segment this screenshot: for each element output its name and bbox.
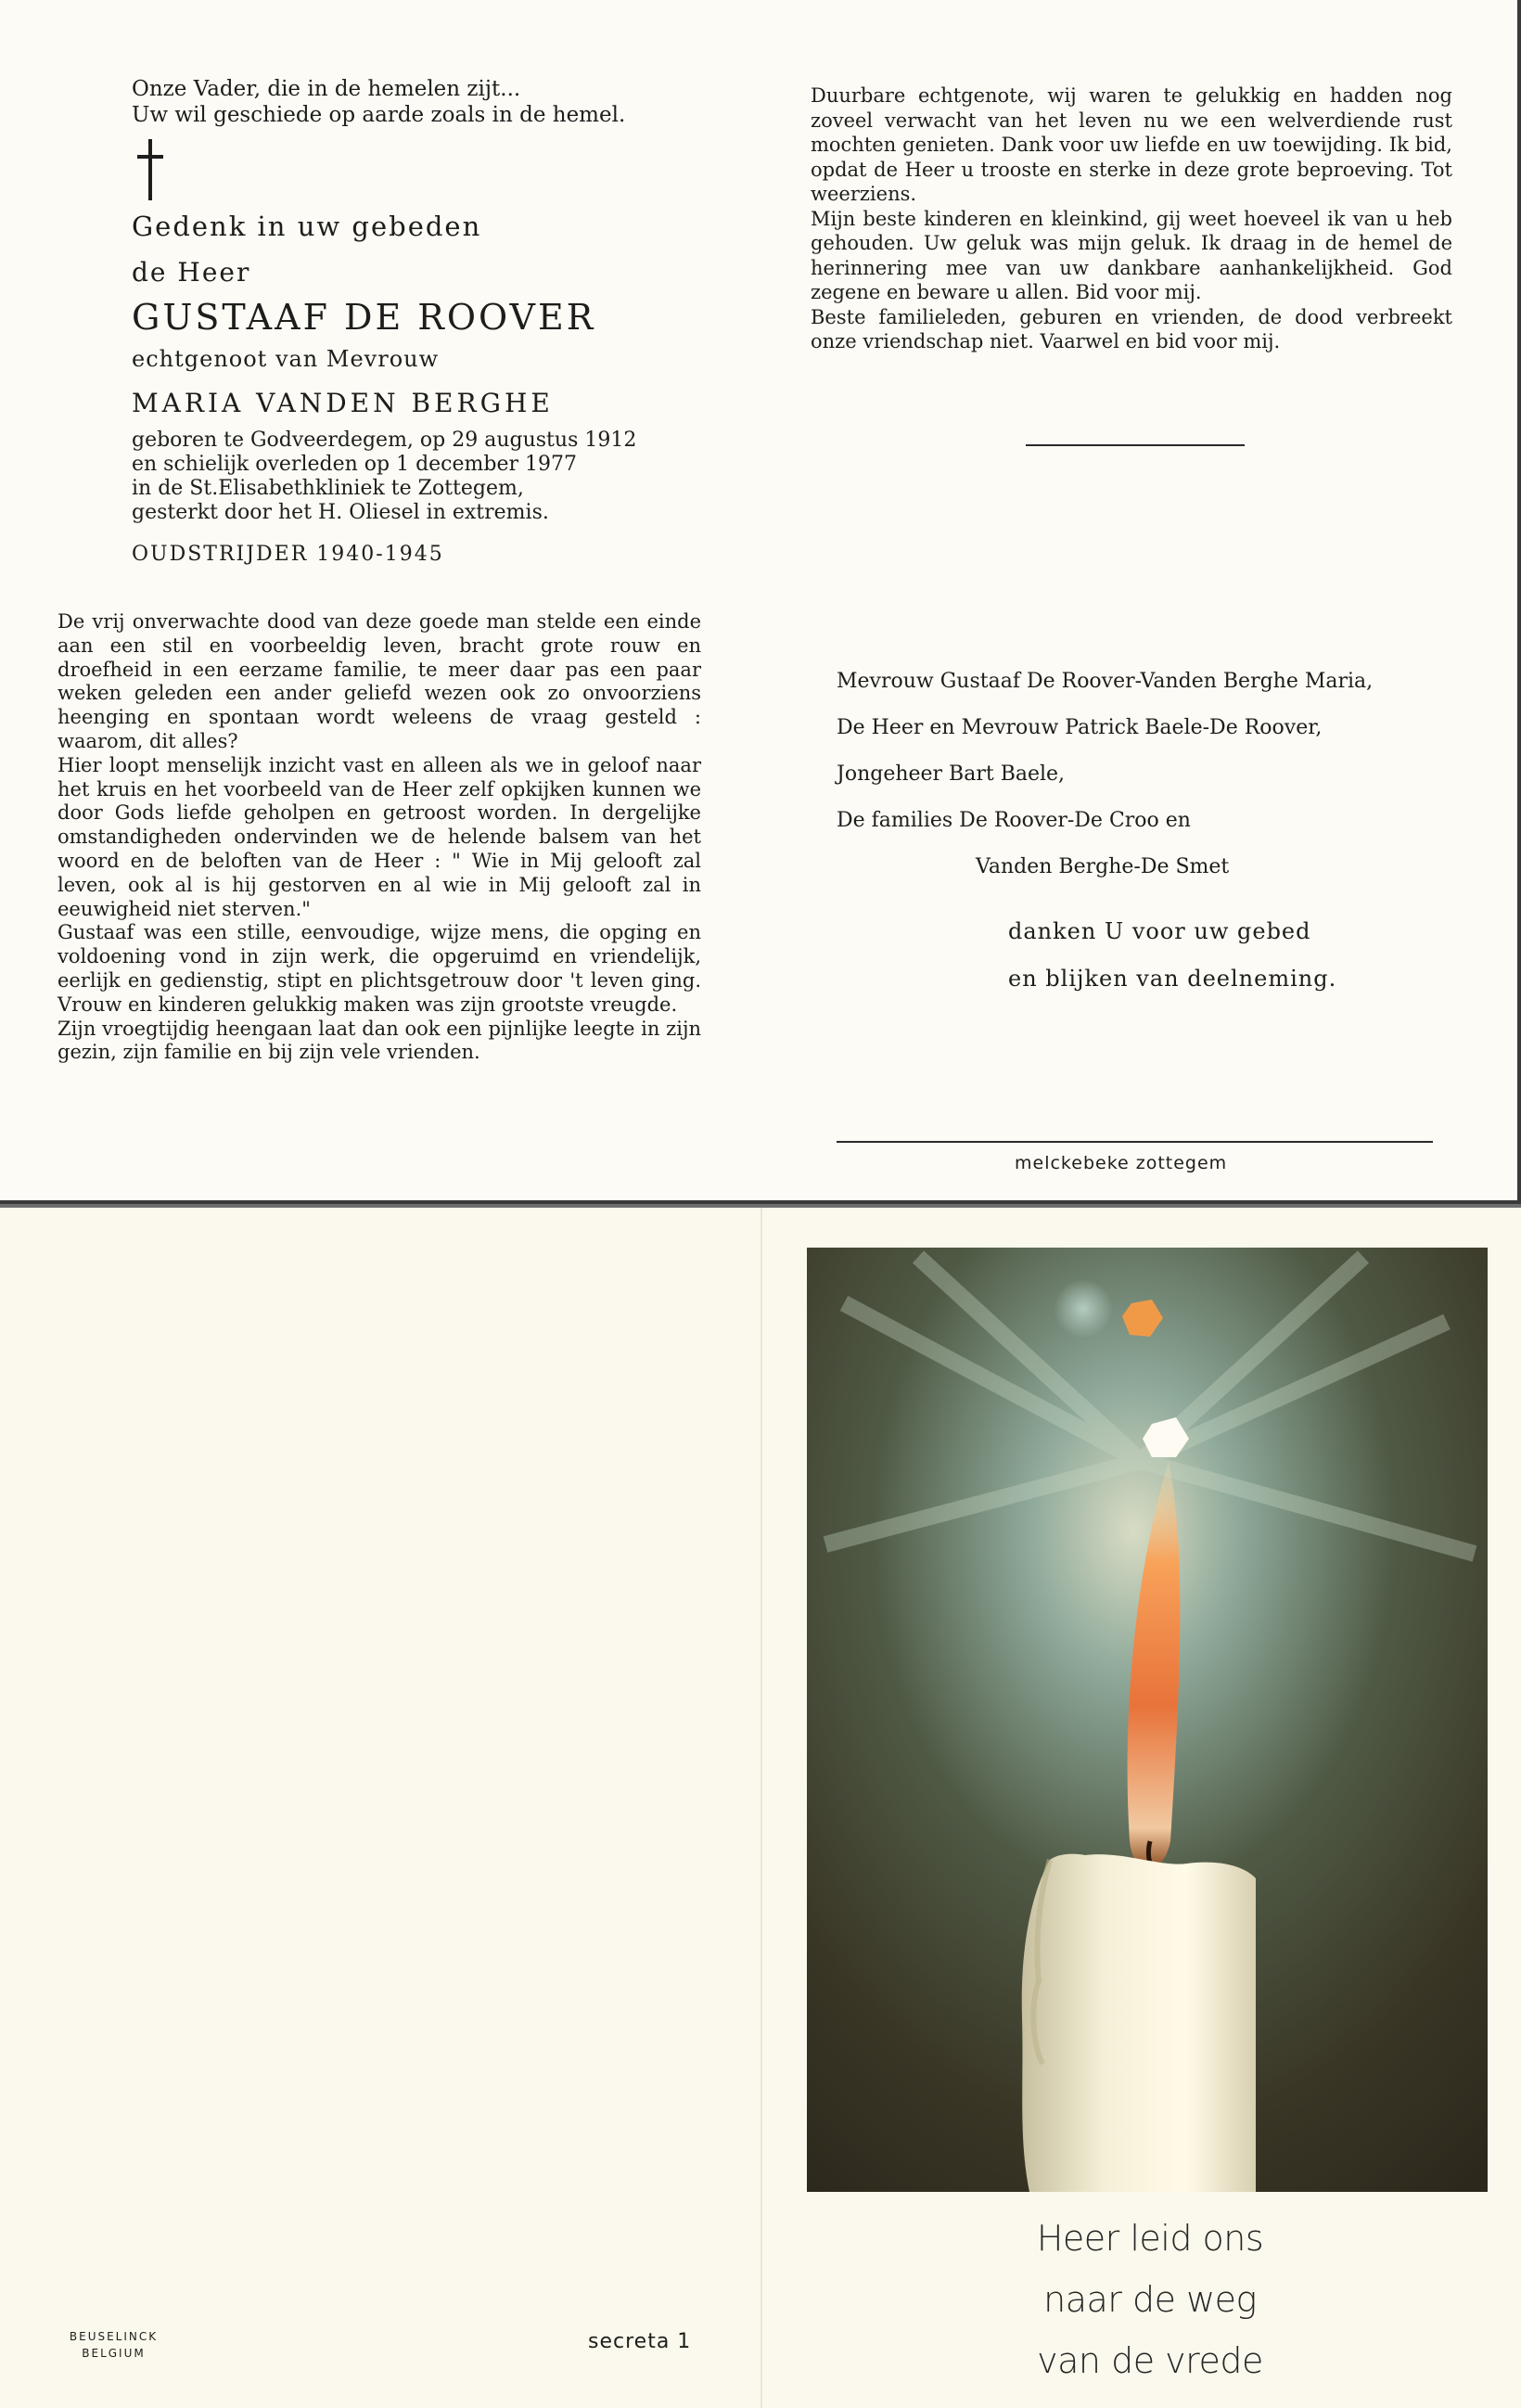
card-model-label: secreta 1	[588, 2330, 692, 2353]
deceased-name: GUSTAAF DE ROOVER	[132, 297, 596, 338]
spouse-name: MARIA VANDEN BERGHE	[132, 388, 554, 418]
fold-line	[760, 1208, 762, 2408]
eulogy-text	[58, 610, 701, 1065]
motto-line: naar de weg	[1043, 2279, 1257, 2320]
latin-cross-icon	[134, 139, 168, 200]
farewell-paragraph: Beste familieleden, geburen en vrienden, de dood verbreekt onze vriendschap niet. Vaarwel en bid voor mij.	[811, 305, 1452, 352]
thanks-message-line: en blijken van deelneming.	[1008, 966, 1337, 992]
family-name-line: Mevrouw Gustaaf De Roover-Vanden Berghe Maria,	[837, 670, 1374, 693]
honorific: de Heer	[132, 257, 251, 288]
farewell-text	[811, 83, 1452, 354]
veteran-line: OUDSTRIJDER 1940-1945	[132, 543, 444, 566]
detail-line: in de St.Elisabethkliniek te Zottegem,	[132, 477, 524, 500]
family-name-line: De Heer en Mevrouw Patrick Baele-De Roover,	[837, 716, 1323, 739]
farewell-paragraph: Mijn beste kinderen en kleinkind, gij weet hoeveel ik van u heb gehouden. Uw geluk was mijn geluk. Ik draag in de hemel de herinnering mee van uw dankbare aanhankelijkheid. God zegene en beware u allen. Bid voor mij.	[811, 207, 1452, 303]
prayer-line: Onze Vader, die in de hemelen zijt...	[132, 77, 521, 101]
detail-line: geboren te Godveerdegem, op 29 augustus 1912	[132, 429, 637, 452]
detail-line: en schielijk overleden op 1 december 1977	[132, 453, 577, 476]
lords-prayer-quote	[132, 76, 707, 128]
eulogy-paragraph: Gustaaf was een stille, eenvoudige, wijze mens, die opging en voldoening vond in zijn werk, die opgeruimd en vriendelijk, eerlijk en gedienstig, stipt en plichtsgetrouw door 't leven ging. Vrouw en kinderen gelukkig maken was zijn grootste vreugde.	[58, 921, 701, 1016]
eulogy-paragraph: De vrij onverwachte dood van deze goede man stelde een einde aan een stil en voorbeeldig leven, bracht grote rouw en droefheid in een eerzame familie, te meer daar pas een paar weken geleden een ander geliefd wezen ook zo onvoorziens heenging en spontaan wordt weleens de vraag gesteld : waarom, dit alles?	[58, 610, 701, 752]
candle-photo	[807, 1248, 1488, 2192]
prayer-line: Uw wil geschiede op aarde zoals in de hemel.	[132, 103, 626, 127]
divider	[837, 1141, 1433, 1143]
eulogy-paragraph: Hier loopt menselijk inzicht vast en alleen als we in geloof naar het kruis en het voorbeeld van de Heer zelf opkijken kunnen we door Gods liefde geholpen en getroost worden. In dergelijke omstandigheden ondervinden we de helende balsem van het woord en de beloften van de Heer : " Wie in Mij gelooft zal leven, ook al is hij gestorven en al wie in Mij gelooft zal in eeuwigheid niet sterven."	[58, 753, 701, 920]
birth-death-details	[132, 429, 725, 525]
farewell-paragraph: Duurbare echtgenote, wij waren te gelukkig en hadden nog zoveel verwacht van het leven nu we een welverdiende rust mochten genieten. Dank voor uw liefde en uw toewijding. Ik bid, opdat de Heer u trooste en sterke in deze grote beproeving. Tot weerziens.	[811, 84, 1452, 205]
printer-credit: melckebeke zottegem	[1015, 1153, 1228, 1173]
detail-line: gesterkt door het H. Oliesel in extremis.	[132, 501, 549, 524]
motto-line: van de vrede	[1037, 2340, 1263, 2381]
divider	[1026, 444, 1245, 446]
motto-line: Heer leid ons	[1036, 2218, 1264, 2259]
thanks-message-line: danken U voor uw gebed	[1008, 918, 1311, 944]
publisher-mark	[56, 2328, 172, 2362]
remember-heading: Gedenk in uw gebeden	[132, 211, 482, 242]
spouse-intro: echtgenoot van Mevrouw	[132, 346, 440, 372]
family-name-line: Jongeheer Bart Baele,	[837, 762, 1066, 786]
motto	[983, 2208, 1317, 2391]
publisher-line: BEUSELINCK	[69, 2330, 159, 2343]
eulogy-paragraph: Zijn vroegtijdig heengaan laat dan ook een pijnlijke leegte in zijn gezin, zijn familie en bij zijn vele vrienden.	[58, 1017, 701, 1064]
family-name-line: Vanden Berghe-De Smet	[976, 855, 1230, 878]
family-names	[837, 659, 1373, 890]
publisher-line: BELGIUM	[82, 2347, 146, 2360]
family-name-line: De families De Roover-De Croo en	[837, 809, 1191, 832]
